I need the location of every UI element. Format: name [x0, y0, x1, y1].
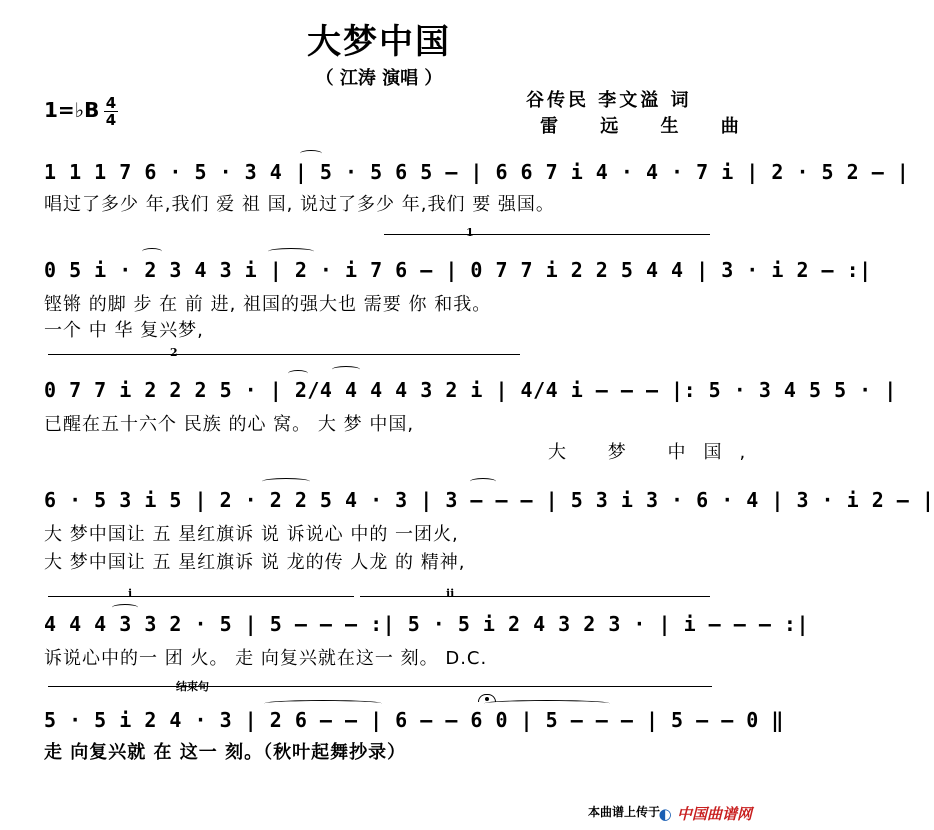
lyric-line-3b: 大 梦 中国,: [548, 442, 764, 463]
tie-mark: [470, 478, 496, 485]
notation-line-5: 4 4 4 3 3 2 · 5 | 5 – – – :| 5 · 5 i 2 4 3 2 3 · | i – – – :|: [44, 612, 810, 636]
meter-bottom: 4: [105, 111, 117, 129]
notation-line-6: 5 · 5 i 2 4 · 3 | 2 6 – – | 6 – – 6 0 | 5 – – – | 5 – – 0 ‖: [44, 708, 784, 732]
time-signature: [104, 96, 118, 127]
tie-mark: [142, 248, 162, 255]
meter-top: 4: [105, 94, 117, 112]
performer: （ 江涛 演唱 ）: [315, 68, 443, 89]
lyricists: 谷传民 李文溢 词: [526, 90, 692, 111]
volta-1-bracket: [384, 234, 710, 235]
tie-mark: [300, 150, 322, 157]
lyric-line-3a: 已醒在五十六个 民族 的心 窝。 大 梦 中国,: [44, 414, 415, 435]
lyric-line-4b: 大 梦中国让 五 星红旗诉 说 龙的传 人龙 的 精神,: [44, 552, 466, 573]
notation-line-2: 0 5 i · 2 3 4 3 i | 2 · i 7 6 – | 0 7 7 i 2 2 5 4 4 | 3 · i 2 – :|: [44, 258, 872, 282]
tie-mark: [484, 700, 610, 707]
song-title: 大梦中国: [307, 22, 451, 62]
tie-mark: [264, 700, 382, 707]
site-logo-text: 中国曲谱网: [676, 805, 752, 823]
site-logo[interactable]: [659, 803, 752, 824]
ending-bracket: [48, 686, 712, 687]
composer: 雷 远 生 曲: [540, 116, 757, 137]
upload-notice: 本曲谱上传于: [587, 805, 660, 819]
fermata-icon: [478, 694, 496, 702]
volta-ii-bracket: [360, 596, 710, 597]
lyric-line-4a: 大 梦中国让 五 星红旗诉 说 诉说心 中的 一团火,: [44, 524, 459, 545]
volta-ii-label: ii: [446, 587, 455, 600]
tie-mark: [332, 366, 360, 373]
volta-i-bracket: [48, 596, 354, 597]
tie-mark: [288, 370, 308, 377]
volta-1-label: 1: [466, 226, 474, 239]
lyric-line-2b: 一个 中 华 复兴梦,: [44, 320, 204, 341]
tie-mark: [268, 248, 314, 255]
lyric-line-5: 诉说心中的一 团 火。 走 向复兴就在这一 刻。 D.C.: [44, 648, 488, 669]
lyric-line-6: 走 向复兴就 在 这一 刻。（秋叶起舞抄录）: [44, 742, 407, 763]
notation-line-3: 0 7 7 i 2 2 2 5 · | 2/4 4 4 4 3 2 i | 4/4 i – – – |: 5 · 3 4 5 5 · |: [44, 378, 897, 402]
volta-i-label: i: [128, 587, 133, 600]
tie-mark: [262, 478, 310, 485]
volta-2-bracket: [48, 354, 520, 355]
lyric-line-1: 唱过了多少 年,我们 爱 祖 国, 说过了多少 年,我们 要 强国。: [44, 194, 555, 215]
volta-2-label: 2: [170, 346, 178, 359]
notation-line-1: 1 1 1 7 6 · 5 · 3 4 | 5 · 5 6 5 – | 6 6 7 i 4 · 4 · 7 i | 2 · 5 2 – |: [44, 160, 910, 184]
logo-mark-icon: ◐: [658, 805, 672, 823]
ending-label: 结束句: [176, 680, 209, 693]
notation-line-4: 6 · 5 3 i 5 | 2 · 2 2 5 4 · 3 | 3 – – – | 5 3 i 3 · 6 · 4 | 3 · i 2 – |: [44, 488, 934, 512]
tie-mark: [112, 604, 138, 611]
key-signature: 1=♭B: [44, 98, 100, 122]
lyric-line-2a: 铿锵 的脚 步 在 前 进, 祖国的强大也 需要 你 和我。: [44, 294, 492, 315]
